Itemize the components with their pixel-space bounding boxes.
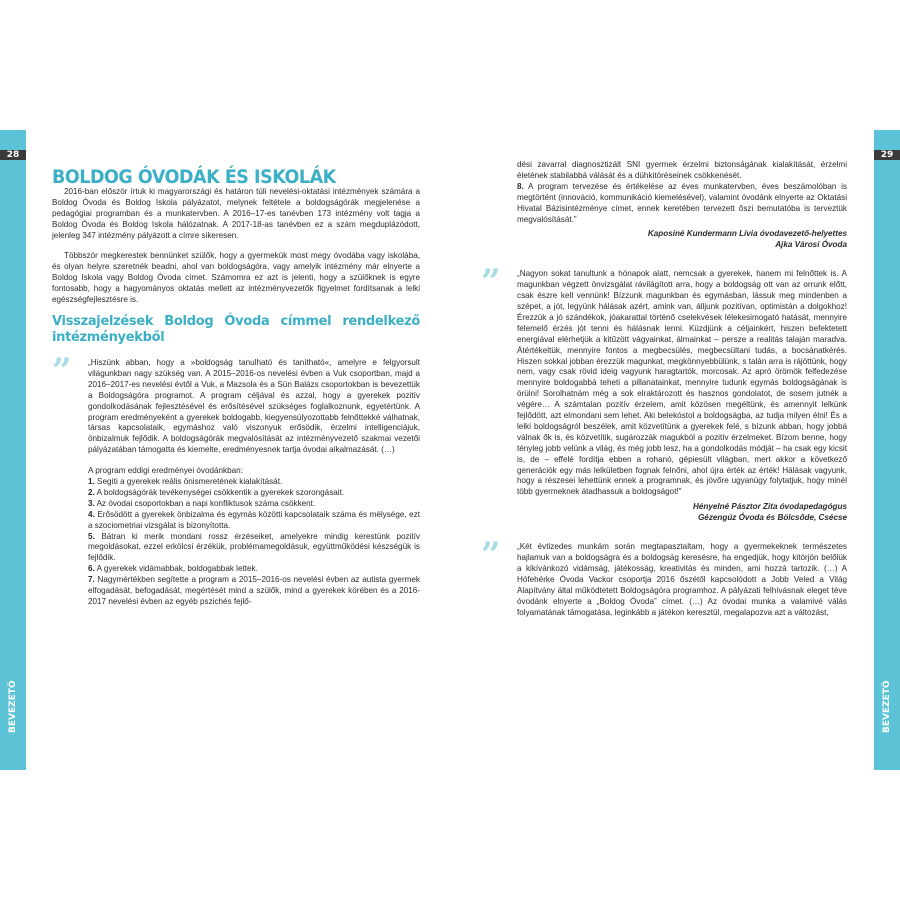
section-subtitle: Visszajelzések Boldog Óvoda címmel rendelkező intézményekből	[52, 313, 420, 345]
result-item: 3. Az óvodai csoportokban a napi konfliktusok száma csökkent.	[88, 498, 316, 508]
intro-paragraph-1: 2016-ban először írtuk ki magyarországi és határon túli nevelési-oktatási intézmények számára a Boldog Óvoda és Boldog Iskola pályázatot, melynek feltétele a boldogságórák megjelenése a pedagógiai programban és a munkatervben. A 2016–17-es tanévben 173 intézmény volt tagja a Boldog Óvoda és Boldog Iskola hálózatnak. A 2017-18-as tanévben ez a szám megduplázódott, jelenleg 347 intézmény pályázott a címre sikeresen.	[52, 186, 420, 240]
page-title: BOLDOG ÓVODÁK ÉS ISKOLÁK	[52, 166, 336, 188]
quote-text-3: „Két évtizedes munkám során megtapasztaltam, hogy a gyermekeknek természetes hajlamuk van a boldogságra és a boldogság keresésre, ha engedjük, hogy kitörjön belőlük a kikívánkozó vidámság, játékosság, kreativitás és minden, ami hozzá tartozik. (…) A Hófehérke Óvoda Vackor csoportja 2016 őszétől kapcsolódott a Jobb Veled a Világ Alapítvány által működtetett Boldogságóra programhoz. A pályázati felhívásnak eleget téve óvodánk elnyerte a „Boldog Óvoda” címet. (…) Az óvodai munka a valamivé válás folyamatának támogatása, leginkább a játékon keresztül, megalapozva azt a változást,	[517, 542, 847, 617]
signature-1-institution: Ajka Városi Óvoda	[775, 240, 847, 250]
signature-2-institution: Gézengúz Óvoda és Bölcsőde, Csécse	[697, 513, 847, 523]
signature-1-name: Kaposiné Kundermann Lívia óvodavezető-helyettes	[647, 229, 847, 239]
result-item: 1. Segíti a gyerekek reális önismeretének kialakítását.	[88, 477, 283, 487]
quote-mark-icon: ”	[52, 350, 72, 391]
result-item: 4. Erősödött a gyerekek önbizalma és egymás közötti kapcsolataik száma és mélysége, ezt a szociometriai vizsgálat is bizonyította.	[88, 509, 420, 530]
quote-continuation	[481, 160, 847, 251]
section-label-right: BEVEZETŐ	[882, 680, 892, 734]
quote-mark-icon: ”	[481, 535, 501, 576]
continuation-text: dési zavarral diagnosztizált SNI gyermek érzelmi biztonságának kialakítását, érzelmi életének stabilabbá válását és a dühkitöréseinek csökkenését.	[517, 160, 847, 180]
intro-paragraph-2: Többször megkerestek bennünket szülők, hogy a gyermekük most megy óvodába vagy iskolába, és olyan helyre szeretnék beadni, ahol van boldogságóra, vagy amelyik intézmény már elnyerte a Boldog Iskola vagy Boldog Óvoda címet. Számomra ez azt is jelenti, hogy a szülőknek is egyre fontosabb, hogy a hagyományos oktatás mellett az intézményvezetők figyelmet fordítsanak a lelki egészségfejlesztésre is.	[52, 251, 420, 305]
results-intro: A program eddigi eredményei óvodánkban:	[88, 466, 243, 476]
quote-text-1: „Hiszünk abban, hogy a »boldogság tanulható és tanítható«, amelyre e felgyorsult világunkban nagy szükség van. A 2015–2016-os nevelési évben a Vuk csoportban, majd a 2016–2017-es nevelési évtől a Vuk, a Mazsola és a Sün Balázs csoportokban is bevezettük a Boldogságóra programot. A program céljával és azzal, hogy a gyerekek pozitív gondolkodásának fejlesztésével és erősítésével szükséges foglalkoznunk, egyetértünk. A program eredményeként a gyerekek boldogabb, kiegyensúlyozottabb felnőttekké válhatnak, társas kapcsolataik, egymáshoz való viszonyuk erősödik, érzelmi intelligenciájuk, önbizalmuk fejlődik. A boldogságórák megvalósítását az intézményvezető szakmai vezetői pályázatában támogatta és kiemelte, eredményesnek tartja óvodai alkalmazását. (…)	[88, 357, 420, 455]
right-column	[481, 160, 847, 618]
section-label-left: BEVEZETŐ	[8, 680, 18, 734]
quote-mark-icon: ”	[481, 262, 501, 303]
result-item: 5. Bátran ki merik mondani rossz érzéseiket, amelyekre mindig kerestünk pozitív megoldásokat, ezzel erkölcsi érzékük, problémamegoldásuk, együttműködési készségük is fejlődik.	[88, 531, 420, 563]
quote-block-3	[481, 535, 847, 618]
results-list	[88, 477, 420, 608]
left-column	[52, 166, 420, 608]
result-item-8: 8. A program tervezése és értékelése az éves munkatervben, éves beszámolóban is megtörtént (innováció, kommunikáció kiemelésével), valamint óvodánk elnyerte az Oktatási Hivatal Bázisintézménye címet, ennek keretében tervezett őszi bemutatóba is terveztük megvalósítását.”	[517, 181, 847, 224]
quote-block-1	[52, 350, 420, 608]
signature-2-name: Hényelné Pásztor Zita óvodapedagógus	[693, 502, 847, 512]
page-number-left: 28	[0, 150, 26, 160]
result-item: 6. A gyerekek vidámabbak, boldogabbak lettek.	[88, 564, 258, 574]
result-item: 2. A boldogságórák tevékenységei csökkentik a gyerekek szorongásait.	[88, 487, 345, 497]
quote-block-2	[481, 262, 847, 524]
page-number-right: 29	[874, 150, 900, 160]
quote-text-2: „Nagyon sokat tanultunk a hónapok alatt, nemcsak a gyerekek, hanem mi felnőttek is. A magunkban végzett önvizsgálat rávilágított arra, hogy a boldogság ott van az orrunk előtt, csak észre kell vennünk! Bízzunk magunkban és egymásban, lássuk meg mindenben a szépet, a jót, legyünk hálásak azért, amink van, álljunk pozitívan, optimistán a dolgokhoz! Érezzük a jó szándékok, jóakarattal történő cselekvések lélekesimogató hatását, mennyire felemelő érzés jót tenni és hálásnak lenni. Küzdjünk a céljainkért, hiszen befektetett energiával elérhetjük a kitűzött vágyainkat, álmainkat – persze a realitás talaján maradva. Átértékeltük, mennyire fontos a megbecsülés, megbecsültani tudás, a bocsánatkérés. Hiszen sokkal jobban érezzük magunkat, megkönnyebbülünk, s talán arra is rájöttünk, hogy nem, vagy csak rövid ideig vagyunk haragtartók, morcosak. Az apró örömök felfedezése mennyire boldogabbá teheti a pillanatainkat, mennyire tudunk egymás boldogságának is örülni! Sorolhatnám még a sok elraktározott és hasznos gondolatot, de sosem jutnék a végére… A számtalan pozitív érzelem, amit közösen megéltünk, és amennyit lelkünk fejlődött, azt elmondani sem lehet. Aki belekóstol a boldogságba, az tudja milyen élni! És a lelki boldogságról beszélek, amit közvetítünk a gyerekek felé, s bízunk abban, hogy jobbá válnak ők is, és közvetítik, sugározzák magukból a pozitív érzelmeket. Bízom benne, hogy tényleg jobb velünk a világ, és még jobb lesz, ha a gondolkodás módját – ha csak egy kicsit is, de – effelé fordítja ebben a rohanó, gépiesült világban, mert akkor a következő generációk egy más lelkületben fognak felnőni, ahol újra érték az érték! Hálásak vagyunk, hogy a részesei lehettünk ennek a programnak, és jövőre ugyanúgy folytatjuk, hogy minél több gyermeknek átadhassuk a boldogságot!”	[517, 269, 847, 497]
result-item: 7. Nagymértékben segítette a program a 2015–2016-os nevelési évben az autista gyermek elfogadását, befogadását, megértését mind a szülők, mind a gyerekek körében és a 2016-2017 nevelési évben az egyéb pszichés fejlő-	[88, 575, 420, 606]
